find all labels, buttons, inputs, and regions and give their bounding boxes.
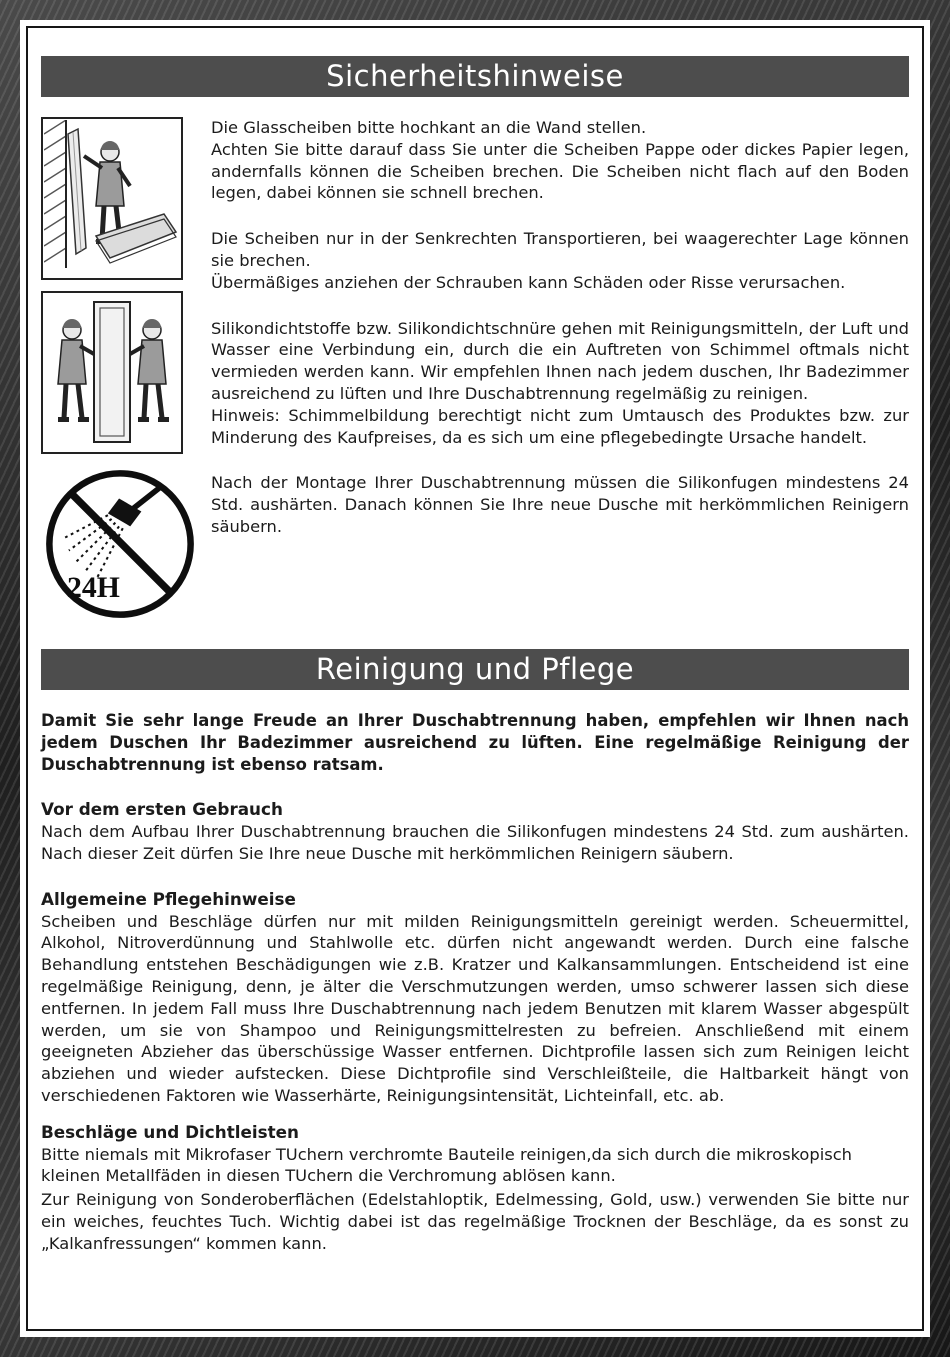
safety-paragraph-1 xyxy=(211,117,909,204)
safety-paragraph-4: Nach der Montage Ihrer Duschabtrennung müssen die Silikonfugen mindestens 24 Std. aushärten. Danach können Sie Ihre neue Dusche mit herkömmlichen Reinigern säubern. xyxy=(211,473,909,536)
care-general-body: Scheiben und Beschläge dürfen nur mit milden Reinigungsmitteln gereinigt werden. Scheuermittel, Alkohol, Nitroverdünnung und Stahlwolle etc. dürfen nicht angewandt werden. Durch eine falsche Behandlung entstehen Beschädigungen wie z.B. Kratzer und Kalkansammlungen. Entscheidend ist eine regelmäßige Reinigung, denn, je älter die Verschmutzungen werden, umso schwerer lassen sich diese entfernen. In jedem Fall muss Ihre Duschabtrennung nach jedem Benutzen mit klarem Wasser abgespült werden, um sie von Shampoo und Reinigungsmittelresten zu befreien. Anschließend mit einem geeigneten Abzieher das überschüssige Wasser entfernen. Dichtprofile lassen sich zum Reinigen leicht abziehen und wieder aufstecken. Diese Dichtprofile sind Verschleißteile, die Haltbarkeit hängt von verschiedenen Faktoren wie Wasserhärte, Reinigungsintensität, Lichteinfall, etc. ab. xyxy=(41,911,909,1105)
frame-inner-margin xyxy=(20,20,930,1337)
safety-paragraph-2 xyxy=(211,228,909,293)
safety-p1-rest: Achten Sie bitte darauf dass Sie unter die Scheiben Pappe oder dickes Papier legen, andernfalls können die Scheiben brechen. Die Scheiben nicht flach auf den Boden legen, dabei können sie schnell brechen. xyxy=(211,139,909,203)
care-subheading-fittings: Beschläge und Dichtleisten xyxy=(41,1121,299,1142)
care-fittings-body-2: Zur Reinigung von Sonderoberflächen (Edelstahloptik, Edelmessing, Gold, usw.) verwenden Sie bitte nur ein weiches, feuchtes Tuch. Wichtig dabei ist das regelmäßige Trocknen der Beschläge, da es sonst zu „Kalkanfressungen“ kommen kann. xyxy=(41,1190,909,1253)
vertical-transport-illustration xyxy=(41,291,183,454)
safety-paragraph-3 xyxy=(211,318,909,449)
safety-p2-line1: Die Scheiben nur in der Senkrechten Transportieren, bei waagerechter Lage können sie brechen. xyxy=(211,229,909,270)
safety-illustrations-column xyxy=(41,117,187,629)
safety-section-title: Sicherheitshinweise xyxy=(326,59,624,93)
care-subheading-first-use: Vor dem ersten Gebrauch xyxy=(41,799,283,820)
safety-p3-main: Silikondichtstoffe bzw. Silikondichtschnüre gehen mit Reinigungsmitteln, der Luft und Wasser eine Verbindung ein, durch die ein Auftreten von Schimmel oftmals nicht vermieden werden kann. Wir empfehlen Ihnen nach jedem duschen, Ihr Badezimmer ausreichend zu lüften und Ihre Duschabtrennung regelmäßig zu reinigen. xyxy=(211,318,909,403)
care-first-use-body: Nach dem Aufbau Ihrer Duschabtrennung brauchen die Silikonfugen mindestens 24 Std. zum aushärten. Nach dieser Zeit dürfen Sie Ihre neue Dusche mit herkömmlichen Reinigern säubern. xyxy=(41,822,909,863)
safety-section-header-bar xyxy=(41,56,909,97)
safety-section xyxy=(41,117,909,629)
care-intro-paragraph: Damit Sie sehr lange Freude an Ihrer Duschabtrennung haben, empfehlen wir Ihnen nach jedem Duschen Ihr Badezimmer ausreichend zu lüften. Eine regelmäßige Reinigung der Duschabtrennung ist ebenso ratsam. xyxy=(41,711,909,774)
badge-24h-text: 24H xyxy=(67,570,120,604)
care-section xyxy=(41,710,909,1255)
safety-p2-rest: Übermäßiges anziehen der Schrauben kann Schäden oder Risse verursachen. xyxy=(211,272,846,292)
no-cleaning-24h-icon xyxy=(41,465,199,629)
document-page xyxy=(26,26,924,1331)
care-section-title: Reinigung und Pflege xyxy=(315,652,635,686)
care-section-header-bar xyxy=(41,649,909,690)
safety-text-column xyxy=(211,117,909,629)
vertical-transport-drawing xyxy=(44,294,180,451)
glass-against-wall-illustration xyxy=(41,117,183,280)
safety-p1-line1: Die Glasscheiben bitte hochkant an die Wand stellen. xyxy=(211,118,647,137)
safety-p3-note: Hinweis: Schimmelbildung berechtigt nicht zum Umtausch des Produktes bzw. zur Minderung des Kaufpreises, da es sich um eine pflegebedingte Ursache handelt. xyxy=(211,405,909,447)
glass-against-wall-drawing xyxy=(44,120,180,277)
care-subheading-general: Allgemeine Pflegehinweise xyxy=(41,888,296,909)
no-cleaning-24h-drawing xyxy=(41,465,199,623)
care-fittings-body-1: Bitte niemals mit Mikrofaser TUchern verchromte Bauteile reinigen,da sich durch die mikroskopisch kleinen Metallfäden in diesen TUchern die Verchromung ablösen kann. xyxy=(41,1144,852,1186)
